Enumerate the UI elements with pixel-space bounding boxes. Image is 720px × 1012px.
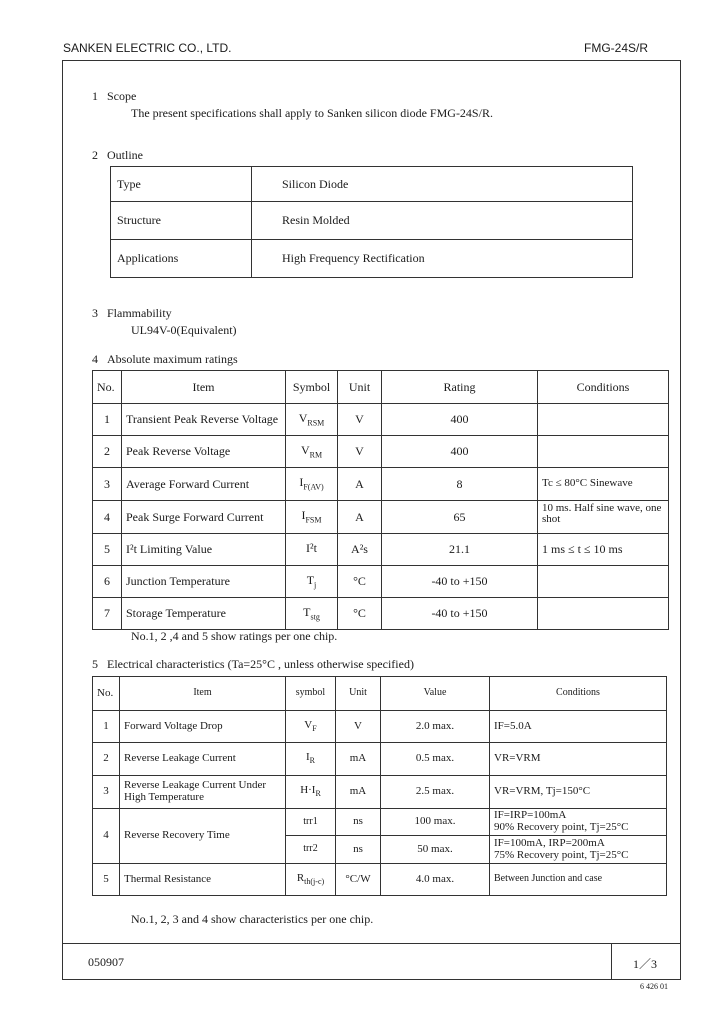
row-unit: ns [336,809,381,836]
row-conditions [538,404,669,436]
symbol-sub: j [314,580,317,589]
row-item: Peak Surge Forward Current [122,501,286,534]
footer-date: 050907 [88,955,124,969]
row-no: 1 [93,711,120,743]
row-rating: -40 to +150 [382,566,538,598]
footer-separator [611,943,612,980]
row-value: 2.0 max. [381,711,490,743]
row-conditions-line1: IF=100mA, IRP=200mA [494,836,605,849]
row-no: 7 [93,598,122,630]
row-symbol [286,501,338,534]
row-item: Transient Peak Reverse Voltage [122,404,286,436]
table-row [111,240,633,278]
row-item [120,776,286,809]
table-row [93,566,669,598]
col-header-rating: Rating [382,371,538,404]
form-code: 6 426 01 [640,982,668,991]
outline-label: Structure [111,202,252,240]
symbol-main: I²t [306,540,317,555]
row-symbol [286,598,338,630]
row-no: 4 [93,809,120,864]
row-item: Forward Voltage Drop [120,711,286,743]
row-symbol: trr2 [286,836,336,864]
col-header-conditions: Conditions [490,677,667,711]
row-symbol [286,864,336,896]
electrical-note: No.1, 2, 3 and 4 show characteristics per one chip. [131,912,374,926]
symbol-sub: stg [310,612,320,621]
col-header-no: No. [93,677,120,711]
symbol-main: I [299,475,304,490]
row-unit: °C [338,566,382,598]
symbol-main: T [306,572,315,587]
row-unit: V [338,436,382,468]
electrical-table [92,676,667,896]
section-flammability-number: 3 [92,306,98,320]
row-conditions [538,436,669,468]
symbol-sub: F(AV) [303,482,324,492]
table-row [93,743,667,776]
row-rating: 8 [382,468,538,501]
table-row [93,809,667,836]
row-conditions: 1 ms ≤ t ≤ 10 ms [538,534,669,566]
table-row [93,501,669,534]
row-rating: 400 [382,404,538,436]
row-item: Storage Temperature [122,598,286,630]
outline-label: Type [111,167,252,202]
scope-text: The present specifications shall apply to Sanken silicon diode FMG-24S/R. [131,106,493,120]
symbol-main: I [305,751,310,764]
table-row [93,404,669,436]
row-conditions [490,809,667,836]
col-header-no: No. [93,371,122,404]
row-no: 3 [93,776,120,809]
row-symbol [286,468,338,501]
row-no: 1 [93,404,122,436]
row-item: Peak Reverse Voltage [122,436,286,468]
row-value: 2.5 max. [381,776,490,809]
row-value: 0.5 max. [381,743,490,776]
symbol-sub: F [312,723,317,733]
row-value: 100 max. [381,809,490,836]
row-unit: A²s [338,534,382,566]
row-item-line2: High Temperature [124,791,204,803]
row-unit: °C/W [336,864,381,896]
symbol-main: R [296,871,305,884]
outline-value: Silicon Diode [252,167,633,202]
symbol-main: T [303,604,311,619]
symbol-sub: FSM [305,515,322,525]
table-row [93,598,669,630]
symbol-main: V [298,410,308,425]
table-row [111,202,633,240]
symbol-main: V [300,442,310,457]
row-unit: A [338,468,382,501]
table-row [93,776,667,809]
row-unit: °C [338,598,382,630]
col-header-symbol: symbol [286,677,336,711]
table-header-row [93,677,667,711]
row-item: I²t Limiting Value [122,534,286,566]
row-no: 5 [93,534,122,566]
outline-table [110,166,633,278]
row-symbol [286,743,336,776]
section-outline-number: 2 [92,148,98,162]
symbol-sub: R [315,789,321,799]
row-conditions: 10 ms. Half sine wave, one shot [538,501,669,534]
col-header-item: Item [120,677,286,711]
outline-label: Applications [111,240,252,278]
symbol-sub: RSM [307,418,325,427]
section-ratings-title: Absolute maximum ratings [107,352,238,366]
row-unit: V [338,404,382,436]
part-number: FMG-24S/R [584,41,649,55]
row-unit: A [338,501,382,534]
ratings-note: No.1, 2 ,4 and 5 show ratings per one chip. [131,629,338,643]
row-rating: 400 [382,436,538,468]
row-conditions: VR=VRM, Tj=150°C [490,776,667,809]
table-row [111,167,633,202]
row-no: 6 [93,566,122,598]
row-conditions: Tc ≤ 80°C Sinewave [538,468,669,501]
row-conditions [538,566,669,598]
outline-value: Resin Molded [252,202,633,240]
section-scope-title: Scope [107,89,137,103]
table-header-row [93,371,669,404]
row-no: 2 [93,436,122,468]
symbol-sub: R [309,756,315,766]
row-value: 50 max. [381,836,490,864]
row-symbol [286,436,338,468]
section-electrical-title: Electrical characteristics (Ta=25°C , unless otherwise specified) [107,657,414,671]
col-header-unit: Unit [338,371,382,404]
table-row [93,711,667,743]
row-rating: 65 [382,501,538,534]
row-conditions: IF=5.0A [490,711,667,743]
col-header-value: Value [381,677,490,711]
row-conditions-line2: 90% Recovery point, Tj=25°C [494,821,629,833]
section-electrical-number: 5 [92,657,98,671]
row-unit: ns [336,836,381,864]
row-no: 3 [93,468,122,501]
section-flammability-title: Flammability [107,306,172,320]
row-conditions-line2: 75% Recovery point, Tj=25°C [494,848,629,861]
row-rating: -40 to +150 [382,598,538,630]
company-name: SANKEN ELECTRIC CO., LTD. [63,41,232,55]
table-row [93,436,669,468]
row-rating: 21.1 [382,534,538,566]
ratings-table [92,370,669,630]
table-row [93,534,669,566]
row-symbol [286,566,338,598]
col-header-symbol: Symbol [286,371,338,404]
col-header-item: Item [122,371,286,404]
row-symbol: trr1 [286,809,336,836]
col-header-unit: Unit [336,677,381,711]
row-conditions-line1: IF=IRP=100mA [494,809,567,822]
row-symbol [286,776,336,809]
footer-divider [62,943,681,944]
table-row [93,468,669,501]
row-item: Reverse Recovery Time [120,809,286,864]
outline-value: High Frequency Rectification [252,240,633,278]
col-header-conditions: Conditions [538,371,669,404]
row-no: 4 [93,501,122,534]
row-no: 2 [93,743,120,776]
section-scope-number: 1 [92,89,98,103]
row-item: Thermal Resistance [120,864,286,896]
row-conditions: VR=VRM [490,743,667,776]
footer-page: 1／3 [633,957,658,971]
row-symbol [286,404,338,436]
row-conditions [538,598,669,630]
symbol-sub: RM [309,450,323,459]
row-item: Reverse Leakage Current [120,743,286,776]
row-unit: mA [336,776,381,809]
row-unit: V [336,711,381,743]
row-symbol [286,711,336,743]
row-item-line1: Reverse Leakage Current Under [124,779,267,792]
row-item: Average Forward Current [122,468,286,501]
flammability-text: UL94V-0(Equivalent) [131,323,237,337]
row-item: Junction Temperature [122,566,286,598]
row-symbol [286,534,338,566]
row-conditions [490,836,667,864]
symbol-main: I [301,508,306,523]
symbol-main: V [304,718,313,731]
row-conditions: Between Junction and case [490,864,667,896]
row-value: 4.0 max. [381,864,490,896]
row-unit: mA [336,743,381,776]
section-outline-title: Outline [107,148,143,162]
section-ratings-number: 4 [92,352,98,366]
row-no: 5 [93,864,120,896]
table-row [93,864,667,896]
symbol-main: H·I [300,784,316,797]
symbol-sub: th(j-c) [304,876,325,886]
